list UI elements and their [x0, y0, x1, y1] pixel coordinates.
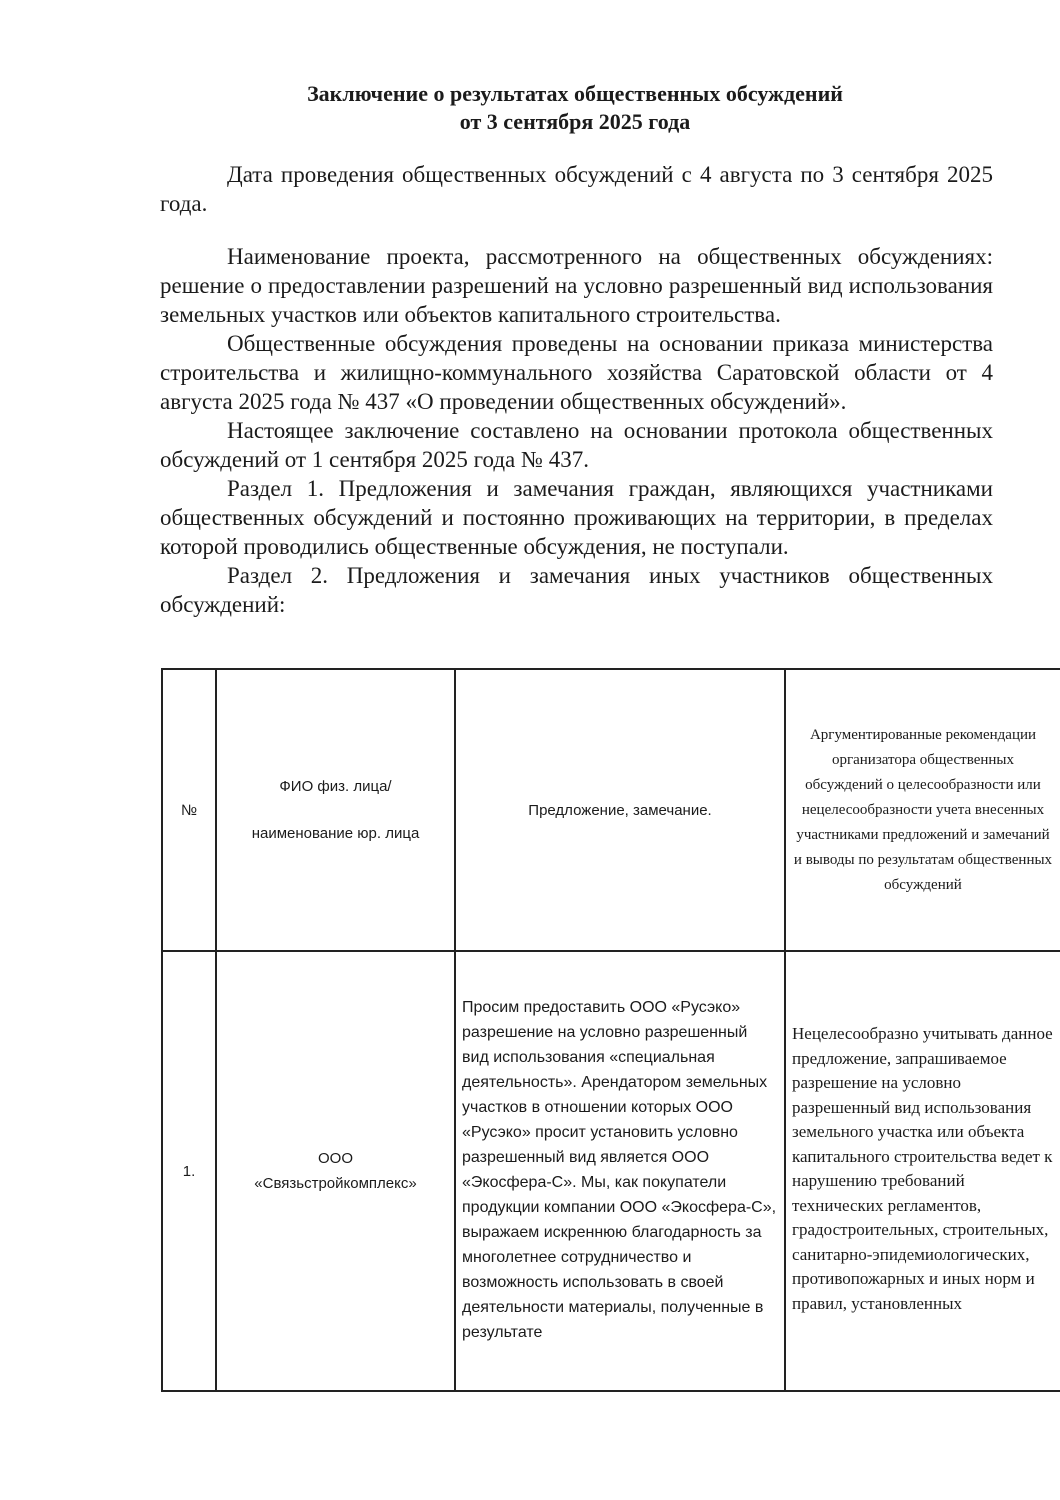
paragraph-project-name: Наименование проекта, рассмотренного на общественных обсуждениях: решение о предоставлении разрешений на условно разрешенный вид использования земельных участков или объектов капитального строительства.: [160, 244, 993, 327]
paragraph-section-1: Раздел 1. Предложения и замечания граждан, являющихся участниками общественных обсуждений и постоянно проживающих на территории, в пределах которой проводились общественные обсуждения, не поступали.: [160, 476, 993, 559]
participant-name-line-2: «Связьстройкомплекс»: [254, 1175, 417, 1192]
row-proposal-text: Просим предоставить ООО «Русэко» разрешение на условно разрешенный вид использования «специальная деятельность». Арендатором земельных участков в отношении которых ООО «Русэко» просит установить условно разрешенный вид является ООО «Экосфера-С». Мы, как покупатели продукции компании ООО «Экосфера-С», выражаем искреннюю благодарность за многолетнее сотрудничество и возможность использовать в своей деятельности материалы, полученные в результате: [455, 951, 785, 1391]
title-line-1: Заключение о результатах общественных обсуждений: [307, 81, 843, 106]
paragraph-section-2: Раздел 2. Предложения и замечания иных участников общественных обсуждений:: [160, 563, 993, 617]
header-name: [216, 669, 455, 951]
participant-name-line-1: ООО: [317, 1150, 353, 1167]
row-recommendation-text: Нецелесообразно учитывать данное предложение, запрашиваемое разрешение на условно разрешенный вид использования земельного участка или объекта капитального строительства ведет к нарушению требований технических регламентов, градостроительных, строительных, санитарно-эпидемиологических, противопожарных и иных норм и правил, установленных: [785, 951, 1060, 1391]
row-participant-name: [216, 951, 455, 1391]
header-recommendation: Аргументированные рекомендации организатора общественных обсуждений о целесообразности или нецелесообразности учета внесенных участниками предложений и замечаний и выводы по результатам общественных обсуждений: [785, 669, 1060, 951]
header-proposal: Предложение, замечание.: [455, 669, 785, 951]
row-number: 1.: [162, 951, 216, 1391]
paragraph-dates: Дата проведения общественных обсуждений с 4 августа по 3 сентября 2025 года.: [160, 162, 993, 216]
document-title: [0, 80, 1060, 136]
document-body: [160, 160, 993, 619]
paragraph-basis-order: Общественные обсуждения проведены на основании приказа министерства строительства и жилищно-коммунального хозяйства Саратовской области от 4 августа 2025 года № 437 «О проведении общественных обсуждений».: [160, 331, 993, 414]
table-header-row: [162, 669, 1060, 951]
header-name-line-1: ФИО физ. лица/: [279, 778, 392, 795]
title-line-2: от 3 сентября 2025 года: [459, 109, 691, 134]
table-row: [162, 951, 1060, 1391]
proposals-table: [161, 668, 1060, 1392]
header-name-line-2: наименование юр. лица: [251, 825, 420, 842]
header-number: №: [162, 669, 216, 951]
paragraph-basis-protocol: Настоящее заключение составлено на основании протокола общественных обсуждений от 1 сентября 2025 года № 437.: [160, 418, 993, 472]
